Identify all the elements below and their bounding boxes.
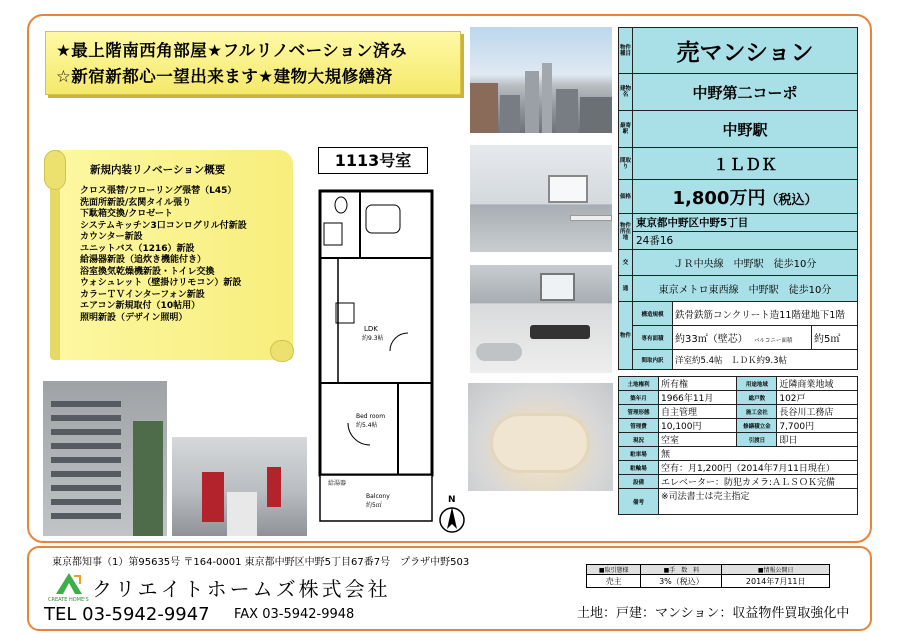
detail-value: 空室 bbox=[659, 433, 737, 447]
floor-area: 約33㎡（壁芯） バルコニー面積 bbox=[673, 326, 812, 350]
headline-line2: ☆新宿新都心一望出来ます★建物大規修繕済 bbox=[56, 67, 393, 86]
ldk-label: LDK bbox=[364, 325, 378, 333]
detail-value: 即日 bbox=[777, 433, 858, 447]
area-label: 専有面積 bbox=[633, 326, 673, 350]
renovation-item: エアコン新規取付（10帖用） bbox=[80, 301, 201, 311]
slogan: 土地：戸建：マンション：収益物件買取強化中 bbox=[577, 606, 850, 621]
renovation-item: 給湯器新設（追炊き機能付き） bbox=[80, 255, 207, 265]
renovation-item: カラーＴＶインターフォン新設 bbox=[80, 289, 205, 300]
renovation-item: ユニットバス（1216）新設 bbox=[80, 243, 195, 254]
detail-value: 7,700円 bbox=[777, 419, 858, 433]
renovation-item: システムキッチン3口コンログリル付新設 bbox=[80, 220, 247, 231]
equipment: エレベーター：防犯カメラ:ＡＬＳＯＫ完備 bbox=[659, 475, 858, 489]
room-breakdown: 洋室約5.4帖 ＬＤＫ約9.3帖 bbox=[673, 350, 858, 370]
details-table bbox=[618, 376, 858, 515]
label-layout: 間取り bbox=[619, 148, 633, 180]
label-traffic2: 通 bbox=[619, 276, 633, 302]
label-price: 価格 bbox=[619, 180, 633, 214]
property-type: 売マンション bbox=[633, 28, 858, 74]
parking-label: 駐車場 bbox=[619, 447, 659, 461]
line1-info bbox=[633, 250, 858, 276]
price-cell bbox=[633, 180, 858, 214]
fee: 3%（税込） bbox=[641, 575, 722, 588]
address-line1: 東京都中野区中野5丁目 bbox=[633, 214, 858, 232]
detail-value: 102戸 bbox=[777, 391, 858, 405]
bike-parking-label: 駐輪場 bbox=[619, 461, 659, 475]
renovation-item: 照明新設（デザイン照明） bbox=[80, 312, 188, 323]
transaction-type-header: ■取引態様 bbox=[587, 565, 641, 575]
line1-walk: 徒歩10分 bbox=[773, 259, 817, 270]
structure: 鉄骨鉄筋コンクリート造11階建地下1階 bbox=[673, 302, 858, 326]
renovation-item: クロス張替/フローリング張替（L45） bbox=[80, 186, 237, 196]
fee-header: ■手 数 料 bbox=[641, 565, 722, 575]
renovation-item: 下駄箱交換/クロゼート bbox=[80, 209, 173, 219]
equipment-label: 設備 bbox=[619, 475, 659, 489]
company-name: クリエイトホームズ株式会社 bbox=[92, 577, 391, 601]
line2-station: 中野駅 bbox=[748, 285, 779, 296]
detail-value: 10,100円 bbox=[659, 419, 737, 433]
bedroom-size: 約5.4帖 bbox=[356, 422, 378, 429]
balcony-plan-size: 約5㎡ bbox=[366, 502, 382, 509]
bathroom-photo bbox=[468, 383, 613, 491]
company-logo-icon bbox=[54, 570, 84, 596]
bike-parking: 空有：月1,200円（2014年7月11日現在） bbox=[659, 461, 858, 475]
headline-banner bbox=[45, 31, 461, 95]
renovation-item: 洗面所新設/玄関タイル張り bbox=[80, 197, 192, 208]
balcony-area: 約5㎡ bbox=[812, 326, 858, 350]
transaction-table bbox=[586, 564, 830, 588]
layout: １ＬＤＫ bbox=[633, 148, 858, 180]
floor-plan bbox=[308, 183, 452, 523]
label-station: 最寄駅 bbox=[619, 111, 633, 148]
renovation-list bbox=[80, 186, 247, 324]
publish-date: 2014年7月11日 bbox=[722, 575, 830, 588]
label-building: 物件 bbox=[619, 302, 633, 370]
structure-label: 構造規模 bbox=[633, 302, 673, 326]
balcony-area-label: バルコニー面積 bbox=[753, 338, 793, 344]
north-compass-icon bbox=[437, 493, 467, 535]
line1-name: ＪＲ中央線 bbox=[673, 259, 724, 270]
room-number: 1113号室 bbox=[318, 147, 428, 174]
detail-value: 1966年11月 bbox=[659, 391, 737, 405]
logo-text: CREATE HOME'S bbox=[48, 597, 89, 603]
publish-date-header: ■情報公開日 bbox=[722, 565, 830, 575]
detail-value: 所有権 bbox=[659, 377, 737, 391]
detail-value: 近隣商業地域 bbox=[777, 377, 858, 391]
lobby-photo bbox=[172, 437, 307, 536]
label-address: 物件所在地 bbox=[619, 214, 633, 250]
note: ※司法書士は売主指定 bbox=[659, 489, 858, 515]
balcony-plan-label: Balcony bbox=[366, 493, 390, 500]
room-photo bbox=[470, 145, 612, 252]
transaction-type: 売主 bbox=[587, 575, 641, 588]
parking: 無 bbox=[659, 447, 858, 461]
room-breakdown-label: 間取内訳 bbox=[633, 350, 673, 370]
line2-info bbox=[633, 276, 858, 302]
address-line2: 24番16 bbox=[633, 232, 858, 250]
detail-key: 総戸数 bbox=[737, 391, 777, 405]
bedroom-label: Bed room bbox=[356, 413, 386, 420]
heater-label: 給湯器 bbox=[328, 480, 347, 487]
line2-walk: 徒歩10分 bbox=[788, 285, 832, 296]
headline-line1: ★最上階南西角部屋★フルリノベーション済み bbox=[56, 41, 407, 60]
detail-key: 管理形態 bbox=[619, 405, 659, 419]
detail-value: 長谷川工務店 bbox=[777, 405, 858, 419]
building-exterior-photo bbox=[43, 381, 167, 536]
detail-key: 土地権利 bbox=[619, 377, 659, 391]
renovation-item: カウンター新設 bbox=[80, 232, 143, 242]
phone-number: TEL 03-5942-9947 bbox=[44, 604, 210, 625]
label-type: 物件種目 bbox=[619, 28, 633, 74]
detail-key: 用途地域 bbox=[737, 377, 777, 391]
ldk-size: 約9.3帖 bbox=[362, 335, 384, 342]
renovation-item: 浴室換気乾燥機新設・トイレ交換 bbox=[80, 266, 215, 277]
scroll-curl bbox=[44, 150, 66, 190]
license-address: 東京都知事（1）第95635号 〒164-0001 東京都中野区中野5丁目67番7号 プラザ中野503 bbox=[52, 557, 470, 568]
building-name: 中野第二コーポ bbox=[633, 74, 858, 111]
label-name: 建物名 bbox=[619, 74, 633, 111]
line2-name: 東京メトロ東西線 bbox=[658, 285, 739, 296]
north-label: N bbox=[448, 495, 456, 505]
detail-key: 引渡日 bbox=[737, 433, 777, 447]
renovation-item: ウォシュレット（壁掛けリモコン）新設 bbox=[80, 278, 242, 288]
note-label: 備考 bbox=[619, 489, 659, 515]
line1-station: 中野駅 bbox=[733, 259, 764, 270]
kitchen-photo bbox=[470, 265, 612, 373]
nearest-station: 中野駅 bbox=[633, 111, 858, 148]
label-traffic1: 交 bbox=[619, 250, 633, 276]
detail-key: 施工会社 bbox=[737, 405, 777, 419]
spec-table bbox=[618, 27, 858, 370]
price: 1,800万円 bbox=[672, 187, 766, 209]
fax-number: FAX 03-5942-9948 bbox=[234, 607, 355, 622]
detail-key: 現況 bbox=[619, 433, 659, 447]
price-tax: （税込） bbox=[765, 192, 818, 208]
view-photo bbox=[470, 27, 612, 133]
renovation-title: 新規内装リノベーション概要 bbox=[90, 164, 226, 176]
scroll-curl bbox=[270, 340, 294, 362]
detail-value: 自主管理 bbox=[659, 405, 737, 419]
detail-key: 修繕積立金 bbox=[737, 419, 777, 433]
detail-key: 築年月 bbox=[619, 391, 659, 405]
detail-key: 管理費 bbox=[619, 419, 659, 433]
